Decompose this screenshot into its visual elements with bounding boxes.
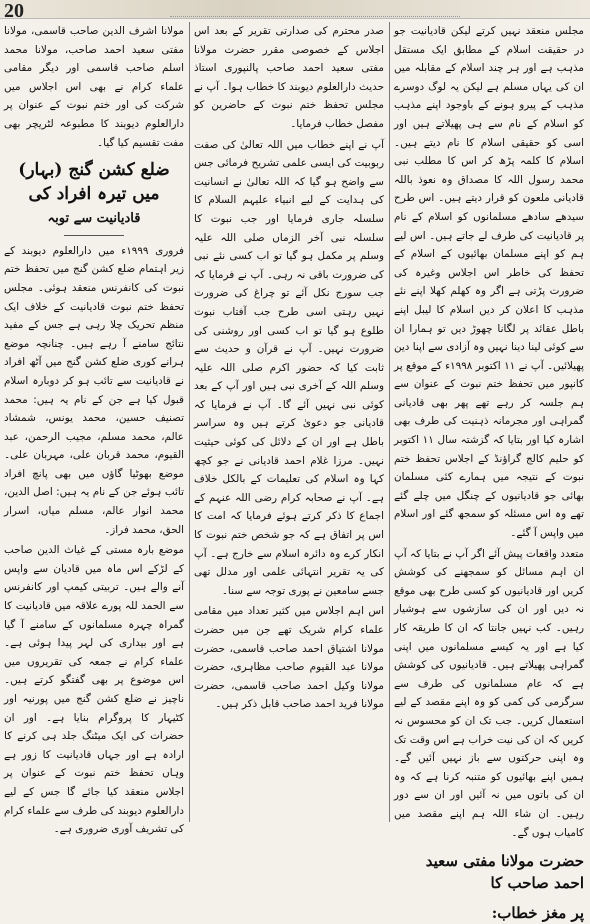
- article-paragraph: متعدد واقعات پیش آئے اگر آپ نے بتایا کہ آپ ان اہم مسائل کو سمجھنے کی کوشش کریں اور قادیانیوں کو کسی طرح بھی موقع نہ دیں اور ان کی سازشوں سے ہوشیار رہیں۔ کب نہیں جانتا کہ ان کا طریقہ کار کیا ہے اور یہ کیسے مسلمانوں میں اپنی گمراہی پھیلاتے ہیں۔ قادیانیوں کی کوشش ہے کہ عام مسلمانوں کی طرف سے سرگرمی کی کمی کو وہ اپنے مقصد کے لیے استعمال کریں۔ جب تک ان کو محسوس نہ کریں کہ ان کی نیت خراب ہے اس وقت تک وہ اپنی حرکتوں سے باز نہیں آئیں گے۔ ہمیں اپنے بھائیوں کو متنبہ کرنا ہے کہ وہ ان کی باتوں میں نہ آئیں اور ان سے دور رہیں۔ ان شاء اللہ ہم اپنے مقصد میں کامیاب ہوں گے۔: [394, 547, 584, 839]
- header-ornament: [170, 0, 460, 17]
- article-paragraph: اس اہم اجلاس میں کثیر تعداد میں مقامی علماء کرام شریک تھے جن میں حضرت مولانا اشتیاق احمد صاحب قاسمی، حضرت مولانا عبد القیوم صاحب مظاہری، حضرت مولانا وکیل احمد صاحب قاسمی، حضرت مولانا فرید احمد صاحب قابل ذکر ہیں۔: [194, 605, 384, 711]
- article-intro: مولانا اشرف الدین صاحب قاسمی، مولانا مفتی سعید احمد صاحب، مولانا محمد اسلم صاحب قاسمی اور دیگر مقامی علماء کرام نے بھی اس اجلاس میں شرکت کی اور ختم نبوت کے عنوان پر دارالعلوم دیوبند کا مطبوعہ لٹریچر بھی مفت تقسیم کیا گیا۔: [4, 25, 184, 149]
- column-divider: [389, 22, 390, 822]
- section-heading: پر مغز خطاب:: [491, 904, 584, 923]
- article-paragraph: آپ نے اپنے خطاب میں اللہ تعالیٰ کی صفت ربوبیت کی ایسی علمی تشریح فرمائی جس سے واضح ہو گیا کہ اللہ تعالیٰ نے انسانیت کی ہدایت کے لیے انبیاء علیہم السلام کا سلسلہ جاری فرمایا اور جب نبوت کا سلسلہ نبی آخر الزماں صلی اللہ علیہ وسلم پر مکمل ہو گیا تو اب کسی نئے نبی کی ضرورت باقی نہ رہی۔ آپ نے فرمایا کہ جب سورج نکل آئے تو چراغ کی ضرورت نہیں رہتی اسی طرح جب آفتاب نبوت طلوع ہو گیا تو اب کسی اور روشنی کی ضرورت نہیں۔ آپ نے قرآن و حدیث سے ثابت کیا کہ حضور اکرم صلی اللہ علیہ وسلم اللہ کے آخری نبی ہیں اور آپ کے بعد کوئی نبی نہیں آئے گا۔ آپ نے فرمایا کہ قادیانی جو دعویٰ کرتے ہیں وہ سراسر باطل ہے اور ان کے دلائل کی کوئی حیثیت نہیں۔ مرزا غلام احمد قادیانی نے جو کچھ کہا وہ اسلام کی تعلیمات کے بالکل خلاف ہے۔ آپ نے صحابہ کرام رضی اللہ عنہم کے اجماع کا ذکر کرتے ہوئے فرمایا کہ امت کا اس پر اتفاق ہے کہ جو شخص ختم نبوت کا انکار کرے وہ دائرہ اسلام سے خارج ہے۔ آپ کی یہ تقریر انتہائی علمی اور مدلل تھی جسے سامعین نے پوری توجہ سے سنا۔: [194, 138, 384, 597]
- column-left: [4, 22, 184, 836]
- article-paragraph: صدر محترم کی صدارتی تقریر کے بعد اس اجلاس کے خصوصی مقرر حضرت مولانا مفتی سعید احمد صاحب پالنپوری استاذ حدیث دارالعلوم دیوبند کا خطاب ہوا۔ آپ نے مجلس تحفظ ختم نبوت کے حاضرین کو مفصل خطاب فرمایا۔: [194, 25, 384, 130]
- article-paragraph: فروری ۱۹۹۹ء میں دارالعلوم دیوبند کے زیر اہتمام ضلع کشن گنج میں تحفظ ختم نبوت کی کانفرنس منعقد ہوئی۔ مجلس تحفظ ختم نبوت قادیانیت کے خلاف ایک منظم تحریک چلا رہی ہے جس کے مفید نتائج سامنے آ رہے ہیں۔ چنانچہ موضع ہرانے کوری ضلع کشن گنج میں آٹھ افراد نے قادیانیت سے تائب ہو کر دوبارہ اسلام قبول کیا ہے جن کے نام یہ ہیں: محمد تصنیف حسین، محمد یونس، شمشاد عالم، محمد مسلم، مجیب الرحمن، عبد القیوم، محمد قربان علی، مہربان علی۔ موضع بھوٹیا گاؤں میں بھی پانچ افراد تائب ہوئے جن کے نام یہ ہیں: اصل الدین، محمد انوار عالم، مسلم میاں، اسرار الحق، محمد فراز۔: [4, 244, 184, 536]
- headline: ضلع کشن گنج (بہار) میں تیرہ افراد کی: [18, 160, 170, 205]
- article-paragraph: موضع بارہ مستی کے غیاث الدین صاحب کے لڑکے اس ماہ میں قادیان سے واپس آنے والے ہیں۔ تربیتی کیمپ اور کانفرنس سے الحمد للہ پورے علاقہ میں قادیانیت کا گمراہ چہرہ مسلمانوں کے سامنے آ گیا ہے اور بیداری کی لہر پیدا ہوئی ہے۔ علماء کرام نے جمعہ کی تقریروں میں اس موضوع پر بھی گفتگو کرتے ہیں۔ ناچیز نے ضلع کشن گنج میں پورنیہ اور کٹیہار کا پروگرام بنایا ہے۔ اور ان حضرات کی ایک میٹنگ جلد ہی کرنے کا ارادہ ہے اور جہاں قادیانیت کا زور ہے وہاں تحفظ ختم نبوت کے عنوان پر اجلاس منعقد کیا جائے گا جس کے لیے دارالعلوم دیوبند کی طرف سے علماء کرام کی تشریف آوری ضروری ہے۔: [4, 544, 184, 836]
- section-heading: حضرت مولانا مفتی سعید احمد صاحب کا: [425, 852, 584, 893]
- column-right: [394, 22, 584, 923]
- subheadline: قادیانیت سے توبہ: [47, 211, 141, 227]
- page-number: 20: [4, 0, 24, 22]
- column-divider: [189, 22, 190, 822]
- article-paragraph: مجلس منعقد نہیں کرتے لیکن قادیانیت جو در حقیقت اسلام کے مطابق ایک مستقل مذہب ہے اور ہر چند اسلام کے مقابلہ میں ان کی یہاں مسلم ہے لیکن یہ لوگ دوسرے مذہب کے پیرو ہونے کے باوجود اپنے مذہب کو اسلام کے نام سے ہی پھیلاتے ہیں اور اسی کو حقیقی اسلام کا نام دیتے ہیں۔ اسلام کا کلمہ پڑھ کر اس کا مطلب نبی محمد رسول اللہ کا مصداق وہ نعوذ باللہ قادیانی ملعون کو قرار دیتے ہیں۔ اس طرح سیدھے سادھے مسلمانوں کو اسلام کے نام پر قادیانیت کی طرف لے جاتے ہیں۔ اس لیے ہم کو اپنے مسلمان بھائیوں کے اسلام کے تحفظ کی خاطر اس اجلاس وغیرہ کی ضرورت پڑتی ہے اگر وہ کھلم کھلا اپنے نئے مذہب کا اعلان کر دیں اسلام کا لیبل اپنے باطل عقائد پر لگانا چھوڑ دیں تو ہمارا ان سے کوئی لینا دینا نہیں وہ آزادی سے اپنا دین پھیلائیں۔ آپ نے ۱۱ اکتوبر ۱۹۹۸ء کے موقع پر کانپور میں تحفظ ختم نبوت کے عنوان سے ہم جلسہ کر رہے تھے پھر بھی قادیانی گمراہی اور مجرمانہ ذہنیت کی طرف بھی اشارہ کیا اور بتایا کہ گزشتہ سال ۱۱ اکتوبر کو حلیم کالج گراؤنڈ کے اجلاس تحفظ ختم نبوت کے نتیجہ میں ہمارے کئی مسلمان بھائی جو قادیانیوں کے چنگل میں چلے گئے تھے وہ اس مسئلہ کو سمجھ گئے اور اسلام میں واپس آ گئے۔: [394, 25, 584, 540]
- heading-divider: [64, 235, 124, 236]
- column-middle: [194, 22, 384, 822]
